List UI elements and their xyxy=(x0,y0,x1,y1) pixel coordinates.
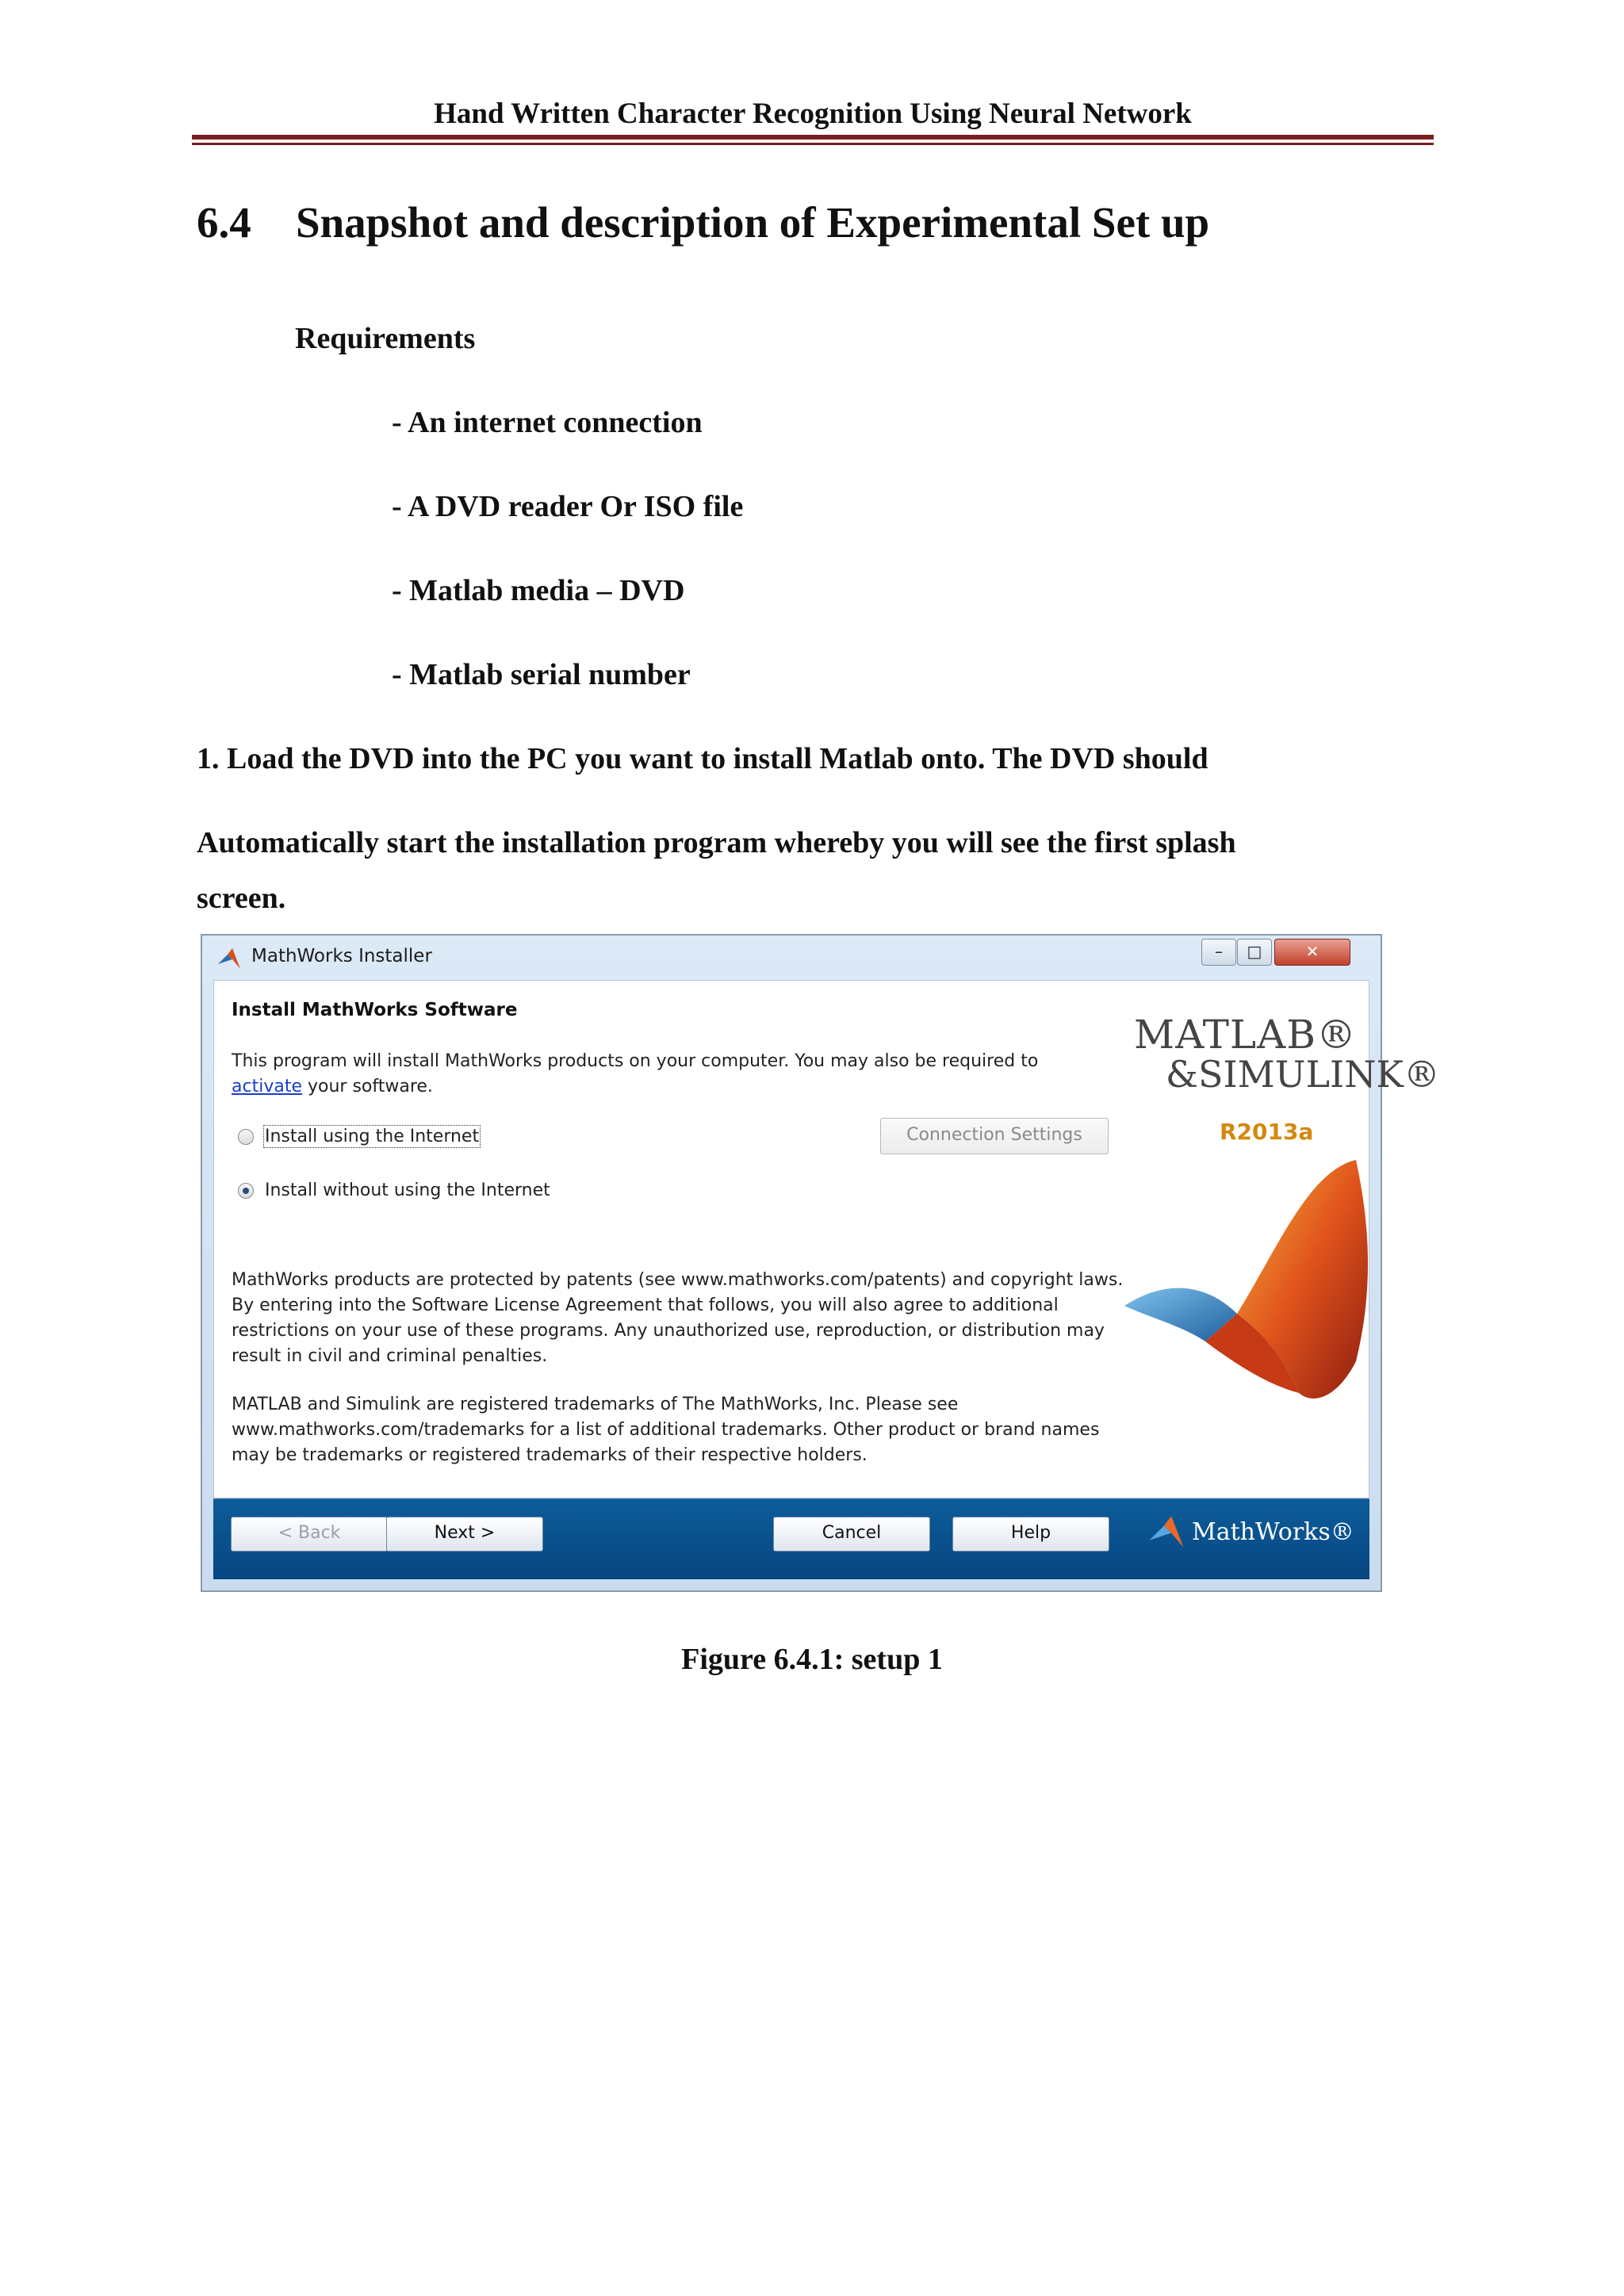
header-rule xyxy=(192,135,1434,140)
maximize-button[interactable]: □ xyxy=(1237,939,1272,966)
installer-window xyxy=(201,934,1440,1592)
section-title: Snapshot and description of Experimental Set up xyxy=(296,198,1210,247)
header-rule-thin xyxy=(192,143,1434,145)
next-button[interactable]: Next > xyxy=(386,1517,543,1552)
release-label: R2013a xyxy=(1220,1119,1314,1145)
simulink-wordmark: &SIMULINK® xyxy=(1166,1053,1440,1096)
radio-install-offline[interactable] xyxy=(238,1183,254,1199)
patents-notice: MathWorks products are protected by patents (see www.mathworks.com/patents) and copyright laws. By entering into the Software License Agreement that follows, you will also agree to additional restrictions on your use of these programs. Any unauthorized use, reproduction, or distribution may result in civil and criminal penalties. xyxy=(232,1270,1124,1366)
installer-intro xyxy=(232,1049,1120,1100)
installer-heading: Install MathWorks Software xyxy=(232,1000,518,1020)
section-number: 6.4 xyxy=(197,198,251,247)
installer-content xyxy=(213,980,1440,1498)
intro-text: This program will install MathWorks products on your computer. You may also be required to xyxy=(232,1051,1039,1071)
requirements-heading: Requirements xyxy=(295,322,476,355)
step-text-line: screen. xyxy=(197,882,286,915)
requirement-item: - Matlab serial number xyxy=(392,658,691,691)
running-header: Hand Written Character Recognition Using Neural Network xyxy=(434,98,1192,130)
help-button[interactable]: Help xyxy=(952,1517,1109,1552)
mathworks-membrane-icon xyxy=(1146,1513,1187,1550)
matlab-simulink-wordmark xyxy=(1134,1012,1440,1096)
window-title: MathWorks Installer xyxy=(251,946,432,966)
cancel-button[interactable]: Cancel xyxy=(773,1517,930,1552)
connection-settings-button[interactable]: Connection Settings xyxy=(880,1118,1109,1154)
activate-link[interactable]: activate xyxy=(232,1077,302,1096)
option-install-offline[interactable] xyxy=(238,1181,550,1200)
matlab-wordmark: MATLAB® xyxy=(1134,1012,1357,1058)
installer-titlebar[interactable] xyxy=(202,936,1381,980)
mathworks-logo-icon xyxy=(216,947,242,970)
intro-text-end: your software. xyxy=(301,1077,433,1096)
back-button[interactable]: < Back xyxy=(231,1517,388,1552)
trademarks-notice: MATLAB and Simulink are registered trademarks of The MathWorks, Inc. Please see www.mathworks.com/trademarks for a list of additional trademarks. Other product or brand names may be trademarks or registered trademarks of their respective holders. xyxy=(232,1395,1100,1465)
figure-caption: Figure 6.4.1: setup 1 xyxy=(681,1643,943,1676)
option-install-internet-label: Install using the Internet xyxy=(265,1127,480,1146)
step-text-line: Automatically start the installation program whereby you will see the first splash xyxy=(197,826,1236,859)
requirement-item: - An internet connection xyxy=(392,406,703,439)
matlab-membrane-logo-icon xyxy=(1118,1155,1380,1409)
option-install-offline-label: Install without using the Internet xyxy=(265,1181,550,1200)
mathworks-footer-logo xyxy=(1146,1513,1354,1550)
radio-install-internet[interactable] xyxy=(238,1129,254,1145)
requirement-item: - A DVD reader Or ISO file xyxy=(392,490,744,523)
installer-footer xyxy=(213,1498,1369,1579)
step-text-line: 1. Load the DVD into the PC you want to install Matlab onto. The DVD should xyxy=(197,742,1208,775)
requirement-item: - Matlab media – DVD xyxy=(392,574,685,607)
option-install-internet[interactable] xyxy=(238,1127,479,1146)
section-heading xyxy=(197,197,1209,249)
minimize-button[interactable]: – xyxy=(1201,939,1236,966)
close-button[interactable]: ✕ xyxy=(1274,939,1350,966)
mathworks-footer-wordmark: MathWorks® xyxy=(1192,1517,1354,1546)
